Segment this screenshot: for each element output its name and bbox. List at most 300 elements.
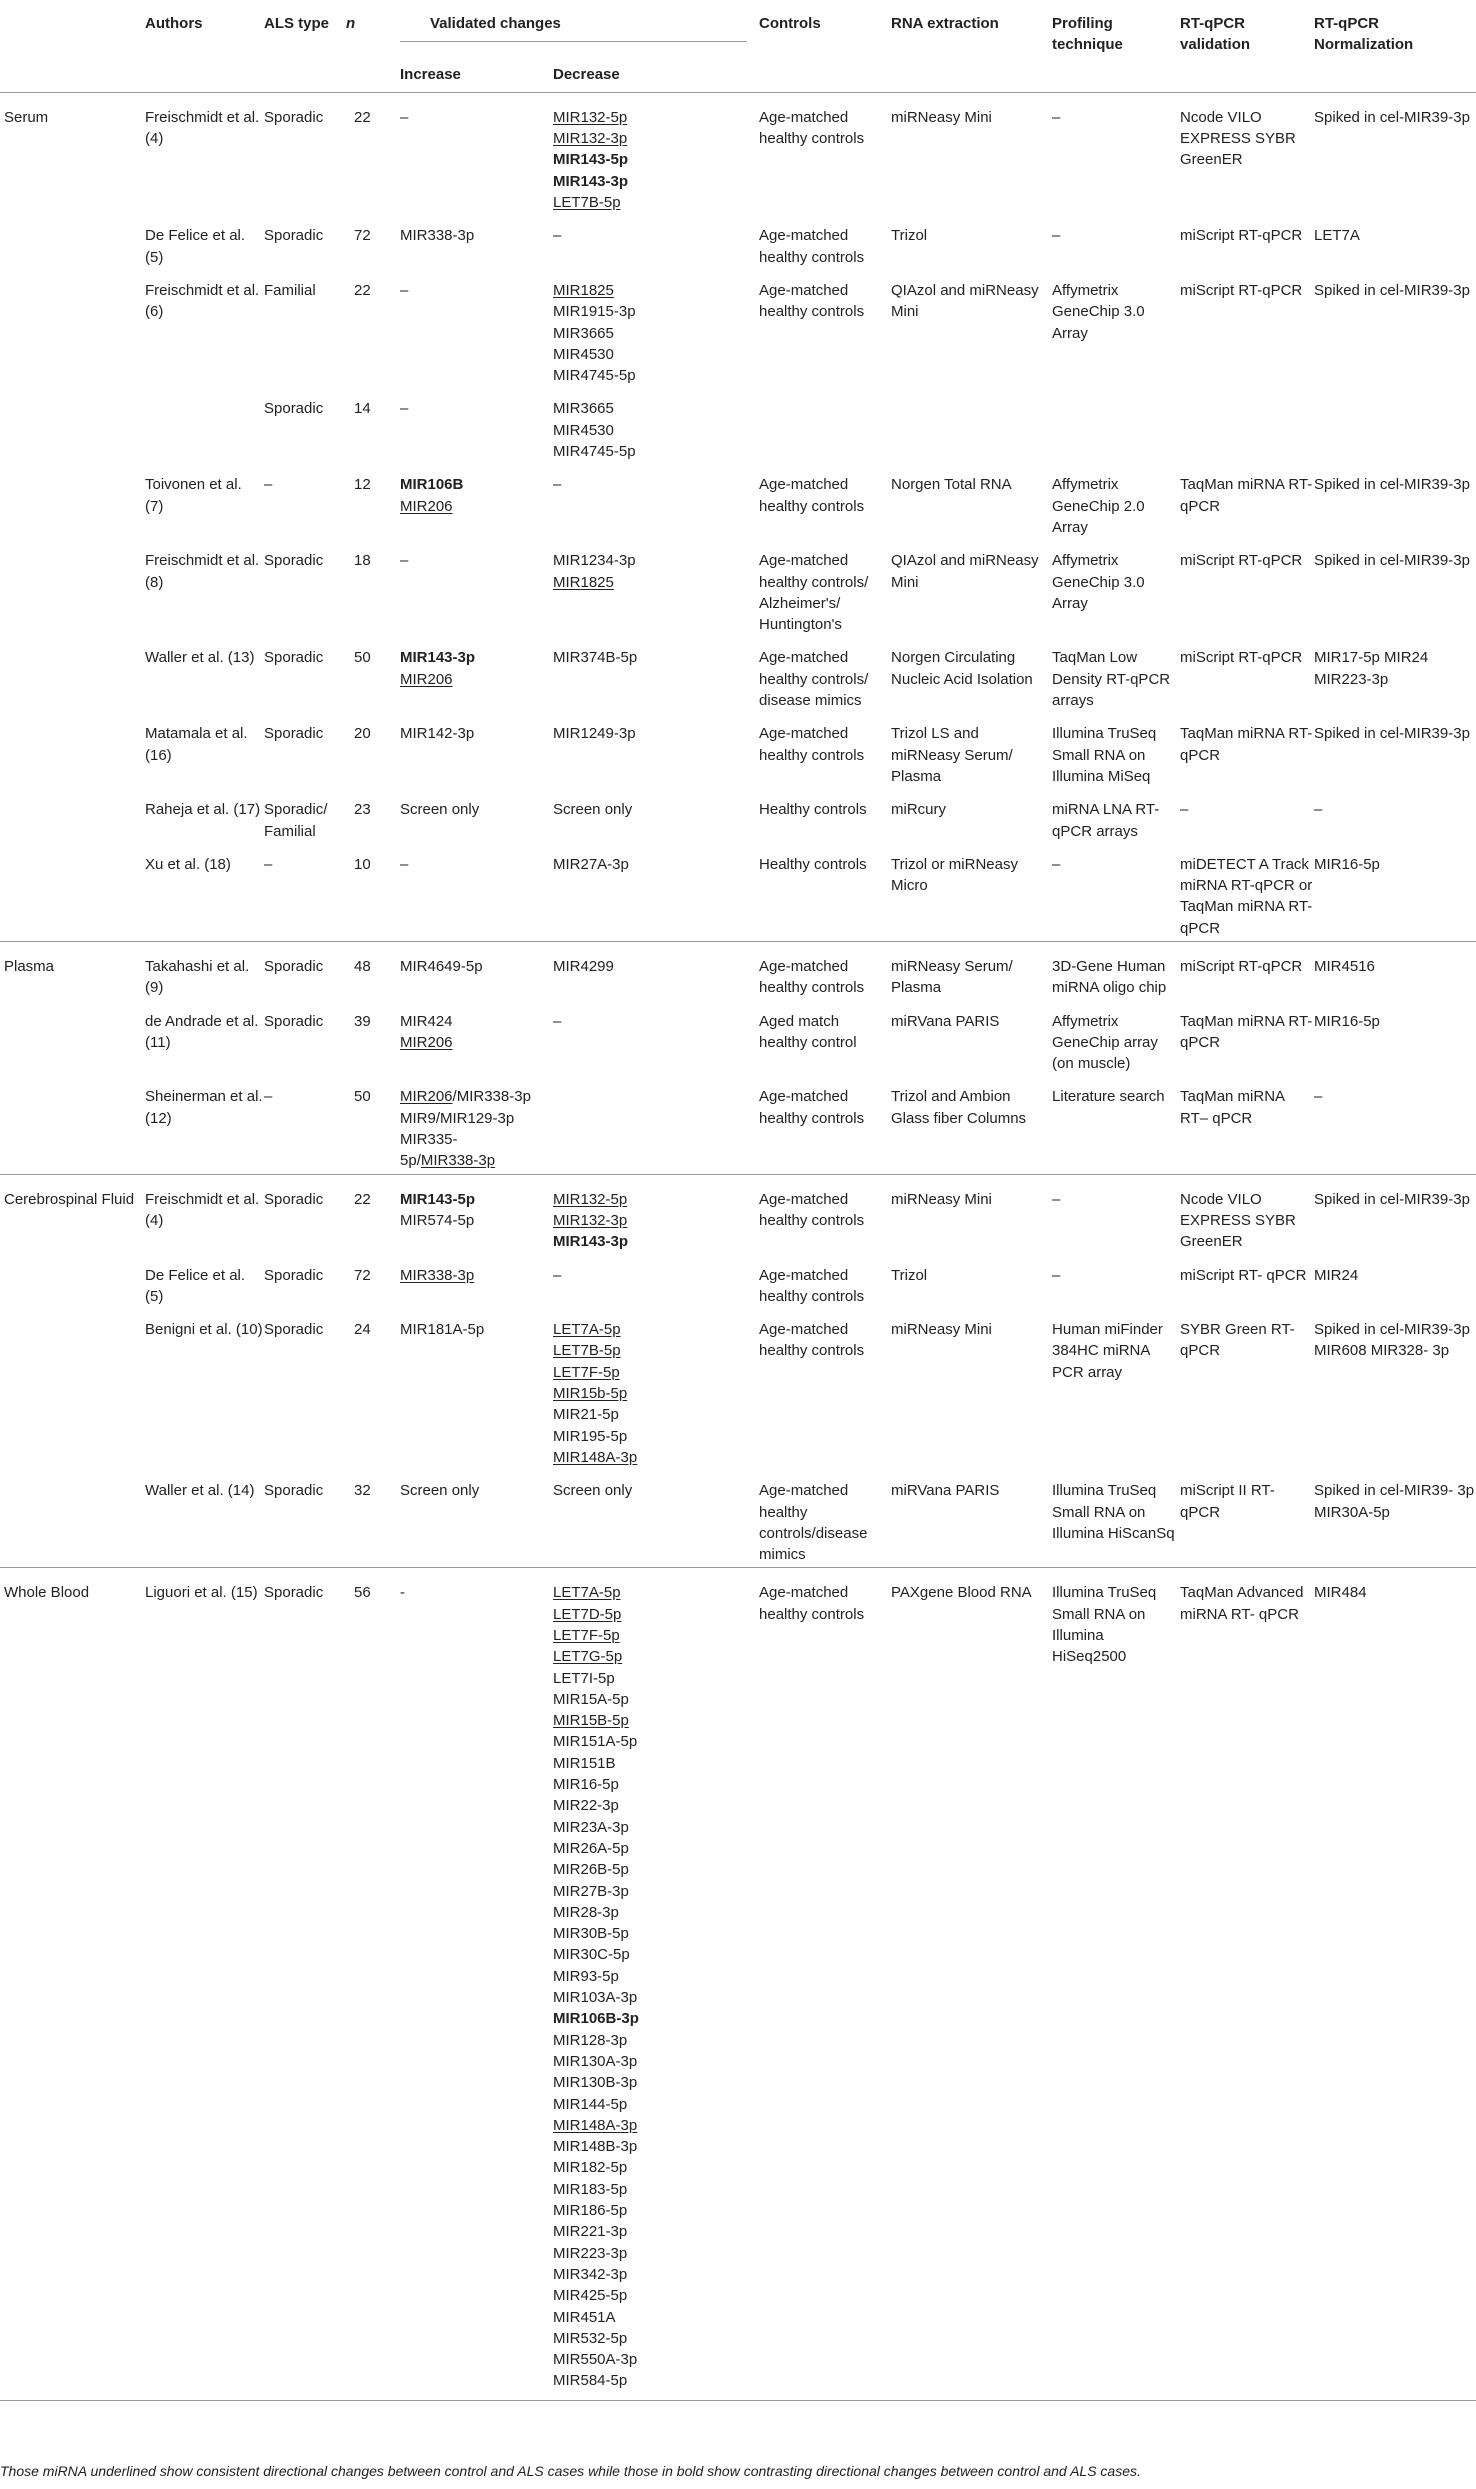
row-rna-extraction: PAXgene Blood RNA — [891, 1568, 1052, 2400]
row-rna-extraction: Trizol — [891, 227, 928, 245]
mirna-item: 5p/MIR338-3p — [400, 1152, 496, 1170]
table-row — [0, 388, 1476, 464]
row-authors: Takahashi et al. (9) — [145, 941, 264, 1000]
mirna-item: MIR451A — [553, 2308, 616, 2326]
mirna-item: MIR106B — [400, 476, 464, 494]
row-n: 48 — [346, 941, 400, 1000]
header-controls: Controls — [759, 15, 821, 32]
table-row — [0, 1255, 1476, 1310]
mirna-item: – — [553, 1266, 562, 1284]
row-als-type: Sporadic — [264, 400, 324, 418]
mirna-item: MIR148A-3p — [553, 1448, 638, 1466]
row-authors: Freischmidt et al. (4) — [145, 92, 264, 215]
mirna-part: 5p — [400, 1152, 417, 1170]
row-authors: Sheinerman et al. (12) — [145, 1088, 263, 1127]
row-rt-validation: miScript RT- qPCR — [1180, 1266, 1307, 1284]
row-n: 10 — [354, 855, 371, 873]
row-group — [0, 388, 145, 464]
row-als-type: Sporadic — [264, 1568, 346, 2400]
mirna-item: MIR206 — [400, 1033, 453, 1051]
mirna-item: MIR4530 — [553, 421, 614, 439]
row-decrease — [553, 1255, 759, 1310]
mirna-item: MIR374B-5p — [553, 649, 638, 667]
row-increase — [400, 215, 553, 270]
mirna-item: MIR15B-5p — [553, 1712, 629, 1730]
row-profiling: Illumina TruSeq Small RNA on Illumina HiSeq2500 — [1052, 1568, 1180, 2400]
mirna-item: MIR23A-3p — [553, 1818, 629, 1836]
table-row — [0, 1568, 1476, 2400]
row-group — [0, 789, 145, 844]
row-rt-validation: miScript RT-qPCR — [1180, 281, 1303, 299]
row-group — [0, 270, 145, 388]
row-als-type: – — [264, 476, 273, 494]
mirna-item: MIR550A-3p — [553, 2351, 638, 2369]
row-controls: Age-matched healthy controls — [759, 1174, 891, 1254]
row-rt-validation: TaqMan miRNA RT-qPCR — [1180, 725, 1313, 764]
mirna-item: LET7B-5p — [553, 1342, 621, 1360]
mirna-item: MIR143-3p — [553, 1233, 629, 1251]
table-row — [0, 1309, 1476, 1470]
row-controls: Age-matched healthy controls — [759, 1266, 865, 1305]
row-controls: Age-matched healthy controls — [759, 1568, 891, 2400]
mirna-item: MIR26B-5p — [553, 1861, 629, 1879]
row-rt-validation: TaqMan miRNA RT- qPCR — [1180, 1012, 1313, 1051]
row-rt-normalization: Spiked in cel-MIR39-3p MIR608 MIR328- 3p — [1314, 1321, 1470, 1360]
mirna-item: MIR1825 — [553, 281, 614, 299]
row-decrease — [553, 1001, 759, 1077]
row-rna-extraction: miRVana PARIS — [891, 1482, 1000, 1500]
mirna-item: MIR15b-5p — [553, 1385, 628, 1403]
row-rt-validation: Ncode VILO EXPRESS SYBR GreenER — [1180, 1174, 1314, 1254]
row-group — [0, 540, 145, 637]
row-increase — [400, 1001, 553, 1077]
row-group — [0, 1309, 145, 1470]
mirna-item: MIR151A-5p — [553, 1733, 638, 1751]
table-body — [0, 92, 1476, 2400]
mirna-item: MIR132-5p — [553, 108, 628, 126]
row-authors: Toivonen et al. (7) — [145, 476, 242, 515]
mirna-item: MIR128-3p — [553, 2031, 628, 2049]
mirna-item: MIR1234-3p — [553, 552, 636, 570]
row-n: 72 — [354, 227, 371, 245]
row-authors: Waller et al. (14) — [145, 1482, 255, 1500]
table-row — [0, 941, 1476, 1000]
row-n: 72 — [354, 1266, 371, 1284]
row-rna-extraction: miRNeasy Mini — [891, 92, 1052, 215]
mirna-item: MIR181A-5p — [400, 1321, 485, 1339]
row-authors: de Andrade et al. (11) — [145, 1012, 259, 1051]
row-group — [0, 1470, 145, 1568]
row-increase — [400, 1076, 553, 1174]
header-blank — [0, 0, 145, 56]
row-authors: Freischmidt et al. (8) — [145, 552, 260, 591]
mirna-item: MIR143-5p — [553, 151, 629, 169]
row-rna-extraction: miRcury — [891, 801, 947, 819]
row-decrease — [553, 1470, 759, 1568]
row-group — [0, 844, 145, 942]
row-rt-validation: miScript RT-qPCR — [1180, 649, 1303, 667]
row-als-type: Familial — [264, 281, 316, 299]
row-authors: Benigni et al. (10) — [145, 1321, 263, 1339]
table-row — [0, 1001, 1476, 1077]
row-group — [0, 215, 145, 270]
header-decrease: Decrease — [553, 65, 620, 83]
mirna-item: MIR16-5p — [553, 1776, 619, 1794]
row-decrease — [553, 789, 759, 844]
row-rt-normalization: – — [1314, 1088, 1323, 1106]
row-profiling: – — [1052, 92, 1180, 215]
row-rt-normalization: Spiked in cel-MIR39-3p — [1314, 476, 1470, 494]
row-als-type: Sporadic — [264, 649, 324, 667]
row-als-type: Sporadic — [264, 1266, 324, 1284]
row-rt-validation: TaqMan miRNA RT-qPCR — [1180, 476, 1313, 515]
mirna-item: – — [553, 1012, 562, 1030]
mirna-item: Screen only — [400, 1482, 480, 1500]
mirna-item: MIR335- — [400, 1131, 458, 1149]
row-rna-extraction: QIAzol and miRNeasy Mini — [891, 552, 1039, 591]
row-increase — [400, 844, 553, 942]
row-n: 23 — [354, 801, 371, 819]
row-n: 22 — [346, 1174, 400, 1254]
mirna-item: MIR15A-5p — [553, 1690, 629, 1708]
mirna-part: MIR338-3p — [420, 1152, 496, 1170]
row-als-type: Sporadic — [264, 92, 346, 215]
row-controls: Age-matched healthy controls — [759, 1088, 865, 1127]
row-als-type: Sporadic/ Familial — [264, 801, 328, 840]
row-als-type: Sporadic — [264, 1482, 324, 1500]
row-authors: Xu et al. (18) — [145, 855, 231, 873]
table-row — [0, 789, 1476, 844]
row-n: 39 — [354, 1012, 371, 1030]
mirna-item: MIR206 — [400, 670, 453, 688]
row-rna-extraction: miRNeasy Serum/ Plasma — [891, 941, 1052, 1000]
row-rna-extraction: Trizol — [891, 1266, 928, 1284]
row-profiling: Affymetrix GeneChip array (on muscle) — [1052, 1012, 1158, 1073]
row-rt-validation: miScript RT-qPCR — [1180, 227, 1303, 245]
row-rna-extraction: QIAzol and miRNeasy Mini — [891, 281, 1039, 321]
header-rna-extraction: RNA extraction — [891, 15, 999, 32]
mirna-item: MIR532-5p — [553, 2329, 628, 2347]
row-decrease — [553, 1174, 759, 1254]
mirna-item: MIR27A-3p — [553, 855, 629, 873]
mirna-item: – — [400, 281, 409, 299]
row-authors: De Felice et al. (5) — [145, 227, 246, 266]
row-rt-normalization: Spiked in cel-MIR39- 3p MIR30A-5p — [1314, 1482, 1475, 1521]
row-n: 22 — [354, 281, 371, 299]
row-rt-validation: Ncode VILO EXPRESS SYBR GreenER — [1180, 92, 1314, 215]
mirna-item: LET7B-5p — [553, 194, 621, 212]
row-als-type: Sporadic — [264, 552, 324, 570]
table-row — [0, 637, 1476, 713]
mirna-item: Screen only — [400, 801, 480, 819]
row-controls: Healthy controls — [759, 801, 867, 819]
mirna-item: – — [400, 400, 409, 418]
row-rna-extraction — [891, 388, 1052, 464]
row-rt-normalization: MIR4516 — [1314, 941, 1476, 1000]
mirna-item: MIR4745-5p — [553, 443, 636, 461]
row-decrease — [553, 941, 759, 1000]
row-increase — [400, 941, 553, 1000]
mirna-item: LET7A-5p — [553, 1584, 621, 1602]
mirna-item: MIR144-5p — [553, 2095, 628, 2113]
row-n: 12 — [354, 476, 371, 494]
table-row — [0, 540, 1476, 637]
row-rt-validation: TaqMan miRNA RT– qPCR — [1180, 1088, 1285, 1127]
table-row — [0, 844, 1476, 942]
mirna-item: – — [400, 108, 409, 126]
mirna-item: – — [400, 855, 409, 873]
row-decrease — [553, 540, 759, 637]
mirna-item: MIR30C-5p — [553, 1946, 630, 1964]
mirna-item: MIR132-3p — [553, 130, 628, 148]
row-rt-normalization: MIR16-5p — [1314, 1012, 1380, 1030]
row-n: 14 — [354, 400, 371, 418]
row-profiling: Illumina TruSeq Small RNA on Illumina HiScanSq — [1052, 1482, 1175, 1542]
row-rt-normalization: MIR24 — [1314, 1266, 1359, 1284]
row-decrease — [553, 1568, 759, 2400]
row-als-type: Sporadic — [264, 227, 324, 245]
row-increase — [400, 92, 553, 215]
row-rt-normalization: MIR484 — [1314, 1568, 1476, 2400]
mirna-item: MIR132-3p — [553, 1211, 628, 1229]
mirna-item: MIR186-5p — [553, 2202, 628, 2220]
mirna-item: MIR132-5p — [553, 1190, 628, 1208]
row-controls: Age-matched healthy controls/ disease mimics — [759, 649, 869, 710]
row-decrease — [553, 1076, 759, 1174]
mirna-item: MIR103A-3p — [553, 1989, 638, 2007]
row-rna-extraction: Norgen Total RNA — [891, 476, 1012, 494]
row-controls: Aged match healthy control — [759, 1012, 857, 1051]
row-als-type: – — [264, 1088, 273, 1106]
table-row — [0, 215, 1476, 270]
row-controls: Age-matched healthy controls/disease mimics — [759, 1482, 868, 1564]
row-controls: Age-matched healthy controls — [759, 92, 891, 215]
row-rt-normalization: Spiked in cel-MIR39-3p — [1314, 281, 1470, 299]
header-als-type: ALS type — [264, 15, 330, 32]
row-group — [0, 1001, 145, 1077]
row-profiling: – — [1052, 855, 1061, 873]
row-group — [0, 637, 145, 713]
row-rt-normalization: Spiked in cel-MIR39-3p — [1314, 92, 1476, 215]
table-row — [0, 1174, 1476, 1254]
mirna-item: MIR9/MIR129-3p — [400, 1109, 515, 1127]
mirna-item: LET7F-5p — [553, 1363, 620, 1381]
row-rt-normalization: MIR17-5p MIR24 MIR223-3p — [1314, 649, 1429, 688]
mirna-item: MIR28-3p — [553, 1903, 619, 1921]
row-group: Whole Blood — [0, 1568, 145, 2400]
mirna-item: MIR148A-3p — [553, 2116, 638, 2134]
row-rt-validation — [1180, 388, 1314, 464]
mirna-item: MIR93-5p — [553, 1967, 619, 1985]
mirna-item: – — [553, 227, 562, 245]
row-increase — [400, 388, 553, 464]
row-group: Cerebrospinal Fluid — [0, 1174, 145, 1254]
mirna-item: MIR4745-5p — [553, 367, 636, 385]
row-increase — [400, 713, 553, 789]
row-decrease — [553, 92, 759, 215]
mirna-item: MIR151B — [553, 1754, 616, 1772]
row-decrease — [553, 844, 759, 942]
row-rt-normalization: – — [1314, 801, 1323, 819]
mirna-item: MIR148B-3p — [553, 2138, 638, 2156]
mirna-item: MIR206 — [400, 497, 453, 515]
row-group — [0, 713, 145, 789]
mirna-item: MIR21-5p — [553, 1406, 619, 1424]
row-als-type: Sporadic — [264, 941, 346, 1000]
row-n: 20 — [354, 725, 371, 743]
row-group — [0, 1255, 145, 1310]
row-profiling: – — [1052, 1174, 1180, 1254]
row-decrease — [553, 215, 759, 270]
row-rt-validation: miDETECT A Track miRNA RT-qPCR or TaqMan miRNA RT- qPCR — [1180, 855, 1313, 937]
row-profiling: – — [1052, 227, 1061, 245]
row-group — [0, 1076, 145, 1174]
row-n: 32 — [354, 1482, 371, 1500]
mirna-item: - — [400, 1584, 405, 1602]
row-profiling: Literature search — [1052, 1088, 1165, 1106]
row-n: 56 — [346, 1568, 400, 2400]
row-controls: Age-matched healthy controls/ Alzheimer's/ Huntington's — [759, 552, 869, 634]
header-n: n — [346, 15, 356, 32]
mirna-item: LET7D-5p — [553, 1605, 622, 1623]
mirna-item: MIR1915-3p — [553, 303, 636, 321]
row-authors: Freischmidt et al. (6) — [145, 281, 260, 321]
row-increase — [400, 540, 553, 637]
mirna-item: MIR183-5p — [553, 2180, 628, 2198]
row-rna-extraction: miRNeasy Mini — [891, 1321, 992, 1339]
row-n: 50 — [354, 649, 371, 667]
header-validated-changes: Validated changes — [400, 0, 759, 56]
table-row — [0, 92, 1476, 215]
mirna-item: MIR22-3p — [553, 1797, 619, 1815]
table-row — [0, 713, 1476, 789]
row-controls: Age-matched healthy controls — [759, 725, 865, 764]
row-n: 18 — [354, 552, 371, 570]
row-profiling: Illumina TruSeq Small RNA on Illumina MiSeq — [1052, 725, 1157, 785]
mirna-item: Screen only — [553, 801, 633, 819]
row-n: 22 — [346, 92, 400, 215]
row-increase — [400, 637, 553, 713]
row-rna-extraction: Norgen Circulating Nucleic Acid Isolation — [891, 649, 1033, 688]
row-authors: Waller et al. (13) — [145, 649, 255, 667]
row-rt-normalization: MIR16-5p — [1314, 855, 1380, 873]
row-increase — [400, 1174, 553, 1254]
header-rt-validation: RT-qPCR validation — [1180, 15, 1251, 54]
row-increase — [400, 464, 553, 540]
row-profiling: Affymetrix GeneChip 2.0 Array — [1052, 476, 1145, 536]
row-controls: Age-matched healthy controls — [759, 227, 865, 266]
row-profiling: Affymetrix GeneChip 3.0 Array — [1052, 552, 1145, 612]
row-authors: Matamala et al. (16) — [145, 725, 248, 764]
row-rt-normalization: Spiked in cel-MIR39-3p — [1314, 725, 1470, 743]
mirna-item: MIR425-5p — [553, 2287, 628, 2305]
row-decrease — [553, 388, 759, 464]
table-row — [0, 464, 1476, 540]
mirna-item: MIR143-3p — [400, 649, 476, 667]
row-als-type: – — [264, 855, 273, 873]
row-decrease — [553, 270, 759, 388]
table-row — [0, 1470, 1476, 1568]
row-group — [0, 464, 145, 540]
row-rt-normalization: LET7A — [1314, 227, 1360, 245]
mirna-item: MIR130B-3p — [553, 2074, 638, 2092]
mirna-item: – — [553, 476, 562, 494]
row-decrease — [553, 713, 759, 789]
row-n: 50 — [354, 1088, 371, 1106]
row-rt-validation: miScript RT-qPCR — [1180, 552, 1303, 570]
row-controls: Age-matched healthy controls — [759, 281, 865, 321]
row-profiling — [1052, 388, 1180, 464]
mirna-item: MIR1825 — [553, 573, 614, 591]
header-rt-normalization: RT-qPCR Normalization — [1314, 15, 1414, 54]
row-rt-validation: miScript RT-qPCR — [1180, 941, 1314, 1000]
mirna-item: MIR143-5p — [400, 1190, 476, 1208]
row-authors: Raheja et al. (17) — [145, 801, 261, 819]
mirna-item: MIR26A-5p — [553, 1839, 629, 1857]
row-increase — [400, 1309, 553, 1470]
mirna-item: MIR206/MIR338-3p — [400, 1088, 531, 1106]
row-authors: Liguori et al. (15) — [145, 1568, 264, 2400]
row-controls: Healthy controls — [759, 855, 867, 873]
row-increase — [400, 270, 553, 388]
row-profiling: miRNA LNA RT- qPCR arrays — [1052, 801, 1160, 840]
mirna-item: MIR574-5p — [400, 1211, 475, 1229]
mirna-item: MIR3665 — [553, 324, 614, 342]
row-profiling: Affymetrix GeneChip 3.0 Array — [1052, 281, 1145, 342]
mirna-item: MIR142-3p — [400, 725, 475, 743]
row-profiling: Human miFinder 384HC miRNA PCR array — [1052, 1321, 1163, 1381]
row-decrease — [553, 464, 759, 540]
header-authors: Authors — [145, 15, 203, 32]
row-rna-extraction: Trizol and Ambion Glass fiber Columns — [891, 1088, 1027, 1127]
mirna-item: LET7F-5p — [553, 1627, 620, 1644]
row-controls: Age-matched healthy controls — [759, 941, 891, 1000]
mirna-item: MIR223-3p — [553, 2244, 628, 2262]
row-authors — [145, 388, 264, 464]
mirna-item: MIR195-5p — [553, 1427, 628, 1445]
row-rna-extraction: miRVana PARIS — [891, 1012, 1000, 1030]
mirna-item: MIR4649-5p — [400, 957, 483, 975]
row-authors: De Felice et al. (5) — [145, 1266, 246, 1305]
row-rna-extraction: Trizol or miRNeasy Micro — [891, 855, 1018, 895]
mirna-item: MIR27B-3p — [553, 1882, 629, 1900]
row-decrease — [553, 637, 759, 713]
mirna-item: MIR221-3p — [553, 2223, 628, 2241]
row-controls: Age-matched healthy controls — [759, 1321, 865, 1360]
header-increase: Increase — [400, 65, 461, 83]
mirna-item: MIR342-3p — [553, 2265, 628, 2283]
row-increase — [400, 1470, 553, 1568]
row-profiling: 3D-Gene Human miRNA oligo chip — [1052, 941, 1180, 1000]
mirna-item: LET7G-5p — [553, 1648, 623, 1666]
row-rt-normalization — [1314, 388, 1476, 464]
mirna-item: MIR584-5p — [553, 2372, 628, 2390]
mirna-item: MIR143-3p — [553, 172, 629, 190]
row-als-type: Sporadic — [264, 725, 324, 743]
mirna-item: MIR4530 — [553, 345, 614, 363]
row-rt-normalization: Spiked in cel-MIR39-3p — [1314, 552, 1470, 570]
table-row — [0, 270, 1476, 388]
row-group: Plasma — [0, 941, 145, 1000]
mirna-item: MIR338-3p — [400, 1266, 475, 1284]
row-authors: Freischmidt et al. (4) — [145, 1174, 264, 1254]
row-rt-validation: SYBR Green RT- qPCR — [1180, 1321, 1295, 1360]
table-row — [0, 1076, 1476, 1174]
mirna-part: MIR206 — [400, 1088, 453, 1106]
row-controls: Age-matched healthy controls — [759, 476, 865, 515]
row-rt-normalization: Spiked in cel-MIR39-3p — [1314, 1174, 1476, 1254]
row-rna-extraction: Trizol LS and miRNeasy Serum/ Plasma — [891, 725, 1013, 785]
